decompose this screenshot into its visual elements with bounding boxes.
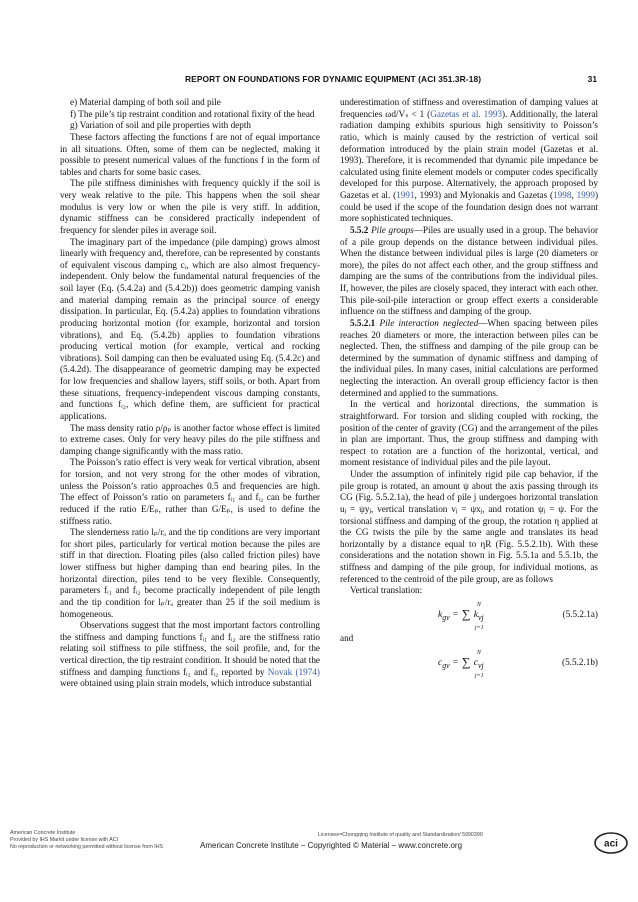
citation-link[interactable]: Gazetas et al. 1993 [430, 108, 503, 119]
list-item-e: e) Material damping of both soil and pile [70, 97, 221, 107]
paragraph: These factors affecting the functions f are not of equal importance in all situations. Often, some of them can be neglected, making it possible to present numerical values of the functions f in the form of tables and charts for some basic cases. [60, 131, 320, 177]
citation-link[interactable]: 1991 [396, 190, 415, 200]
sum-symbol: ∑ [461, 654, 471, 669]
paragraph: The pile stiffness diminishes with frequency quickly if the soil is very weak relative to the pile. This happens when the soil shear modulus is very low or when the pile is very stiff. In addition, dynamic stiffness can be considered practically independent of frequency for slender piles in average soil. [60, 178, 320, 235]
paragraph: underestimation of stiffness and overestimation of damping values at frequencies ωd/Vₛ < 1 (Gazetas et al. 1993). Additionally, the lateral radiation damping exhibits spurious high sensitivity to Poisson’s ratio, which is mainly caused by the restriction of vertical soil deformation introduced by the plain strain model (Gazetas et al. 1993). Therefore, it is recommended that dynamic pile impedance be calculated using finite element models or computer codes specifically developed for this purpose. Alternatively, the approach proposed by Gazetas et al. (1991, 1993) and Mylonakis and Gazetas (1998, 1999) could be used if the scope of the foundation design does not warrant more sophisticated techniques. [340, 97, 598, 224]
section-title: Pile groups [371, 224, 414, 235]
page-footer [10, 830, 630, 870]
section-number: 5.5.2 [350, 224, 372, 235]
svg-text:aci: aci [604, 838, 618, 850]
page-number: 31 [587, 74, 597, 84]
list-item-f: f) The pile’s tip restraint condition and rotational fixity of the head [70, 108, 315, 119]
page-header [60, 74, 597, 86]
paragraph: and [340, 632, 354, 643]
sum-symbol: ∑ [461, 606, 471, 621]
list-item-g: g) Variation of soil and pile properties with depth [70, 120, 251, 131]
citation-link[interactable]: Novak (1974) [267, 666, 320, 677]
paragraph: Observations suggest that the most important factors controlling the stiffness and damping functions fᵢ₁ and fᵢ₂ are the stiffness ratio relating soil stiffness to pile stiffness, the soil profile, and, for the vertical direction, the tip restraint condition. It should be noted that the stiffness and damping functions fᵢ₁ and fᵢ₂ reported by Novak (1974) were obtained using plain strain models, which introduce substantial [60, 620, 320, 689]
equation-formula: $k_{gv}$ = N ∑ j=1 $k_{vj}$ [438, 601, 484, 631]
licensee-line: Licensee=Chongqing Institute of quality and Standardization/ 5990390 [318, 832, 483, 838]
footer-provider-notice: American Concrete Institute Provided by IHS Markit under license with ACI No reproduction or networking permitted without license from IHS [10, 830, 164, 850]
section-number: 5.5.2.1 [350, 317, 380, 328]
citation-link[interactable]: 1998 [553, 190, 572, 200]
aci-logo-icon [594, 832, 628, 854]
paragraph: Vertical translation: [350, 585, 423, 596]
section-5-5-2: 5.5.2 Pile groups—Piles are usually used in a group. The behavior of a pile group depends on the distance between individual piles. When the distance between individual piles is large (20 diameters or more), the piles do not affect each other, and the group stiffness and damping are the sums of the contributions from the individual piles. If, however, the piles are closely spaced, they interact with each other. This pile-soil-pile interaction or group effect exerts a considerable influence on the stiffness and damping of the group. [340, 224, 598, 317]
equation-number: (5.5.2.1a) [562, 608, 598, 619]
paragraph: The slenderness ratio lₚ/rₒ and the tip conditions are very important for short piles, particularly for vertical motion because the piles are stiff in that direction. Floating piles (also called friction piles) have lower stiffness but higher damping than end bearing piles. In the horizontal direction, piles tend to be very flexible. Consequently, parameters fᵢ₁ and fᵢ₂ become practically independent of pile length and the tip condition for lₚ/rₒ greater than 25 if the soil medium is homogeneous. [60, 527, 320, 619]
right-column [340, 97, 598, 681]
paragraph: The mass density ratio ρ/ρₚ is another factor whose effect is limited to extreme cases. Only for very heavy piles do the pile stiffness and damping change significantly with the mass ratio. [60, 422, 320, 456]
equation-number: (5.5.2.1b) [562, 656, 598, 667]
running-title: REPORT ON FOUNDATIONS FOR DYNAMIC EQUIPMENT (ACI 351.3R-18) [185, 74, 482, 84]
paragraph: Under the assumption of infinitely rigid pile cap behavior, if the pile group is rotated, an amount ψ about the axis passing through its CG (Fig. 5.5.2.1a), the head of pile j undergoes horizontal translation uⱼ = ψyⱼ, vertical translation vⱼ = ψxⱼ, and rotation ψⱼ = ψ. For the torsional stiffness and damping of the group, the rotation η applied at the CG twists the pile by the same angle and translates its head horizontally by a distance equal to ηR (Fig. 5.5.2.1b). With these considerations and the notation shown in Fig. 5.5.1a and 5.5.1b, the stiffness and damping of the pile group, for individual motions, as referenced to the centroid of the pile group, are as follows [340, 469, 598, 584]
equation-5-5-2-1b [340, 645, 598, 681]
paragraph: In the vertical and horizontal directions, the summation is straightforward. For torsion and sliding coupled with rocking, the position of the center of gravity (CG) and the arrangement of the piles in plan are important. Thus, the group stiffness and damping with respect to rotation are a function of the horizontal, vertical, and moment resistance of individual piles and the pile layout. [340, 399, 598, 468]
paragraph: The imaginary part of the impedance (pile damping) grows almost linearly with frequency and, therefore, can be represented by constants of equivalent viscous damping cᵢ, which are also almost frequency-independent. Only below the fundamental natural frequencies of the soil layer (Eq. (5.4.2a) and (5.4.2b)) does geometric damping vanish and material damping remain as the principal source of energy dissipation. In particular, Eq. (5.4.2a) applies to foundation vibrations producing horizontal motion (for example, horizontal and torsion vibrations), and Eq. (5.4.2b) applies to foundation vibrations producing vertical motion (for example, vertical and rocking vibrations). Soil damping can then be evaluated using Eq. (5.4.2c) and (5.4.2d). The disappearance of geometric damping may be expected for low frequencies and shallow layers, stiff soils, or both. Apart from these situations, frequency-independent viscous damping constants, and functions fᵢ₂, which define them, are sufficient for practical applications. [60, 236, 320, 421]
equation-5-5-2-1a [340, 597, 598, 633]
citation-link[interactable]: 1999 [576, 190, 595, 200]
equation-formula: $c_{gv}$ = N ∑ j=1 $c_{vj}$ [438, 649, 484, 679]
section-title: Pile interaction neglected [379, 317, 479, 328]
left-column [60, 97, 320, 690]
copyright-line: American Concrete Institute – Copyrighted © Material – www.concrete.org [200, 841, 463, 850]
paragraph: The Poisson’s ratio effect is very weak for vertical vibration, absent for torsion, and not very strong for the other modes of vibration, unless the Poisson’s ratio approaches 0.5 and frequencies are high. The effect of Poisson’s ratio on parameters fᵢ₁ and fᵢ₂ can be further reduced if the ratio E/Eₚ, rather than G/Eₚ, is used to define the stiffness ratio. [60, 457, 320, 526]
section-5-5-2-1: 5.5.2.1 Pile interaction neglected—When spacing between piles reaches 20 diameters or more, the interaction between piles can be neglected. Then, the stiffness and damping of the pile group can be determined by the summation of dynamic stiffness and damping of the individual piles. In many cases, initial calculations are performed neglecting the interaction. An overall group efficiency factor is then determined and applied to the summations. [340, 317, 599, 398]
